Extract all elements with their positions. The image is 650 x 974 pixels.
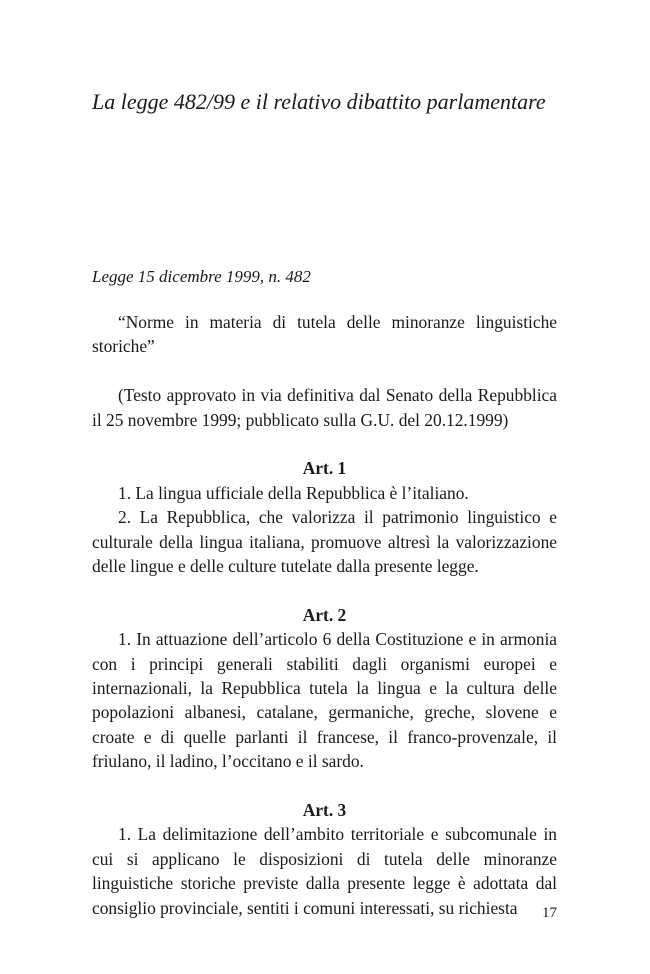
- article-3-paragraph-1: 1. La delimitazione dell’ambito territoriale e subcomunale in cui si applicano le disposizioni di tutela delle minoranze linguistiche storiche previste dalla presente legge è adottata dal consiglio provinciale, sentiti i comuni interessati, su richiesta: [92, 824, 557, 918]
- law-note: (Testo approvato in via definitiva dal Senato della Repubblica il 25 novembre 1999; pubblicato sulla G.U. del 20.12.1999): [92, 385, 557, 430]
- law-heading: Legge 15 dicembre 1999, n. 482: [92, 267, 311, 286]
- article-1-paragraph-2: 2. La Repubblica, che valorizza il patrimonio linguistico e culturale della lingua italiana, promuove altresì la valorizzazione delle lingue e delle culture tutelate dalla presente legge.: [92, 507, 557, 577]
- article-2-paragraph-1: 1. In attuazione dell’articolo 6 della Costituzione e in armonia con i principi generali stabiliti dagli organismi europei e internazionali, la Repubblica tutela la lingua e la cultura delle popolazioni albanesi, catalane, germaniche, greche, slovene e croate e di quelle parlanti il francese, il franco-provenzale, il friulano, il ladino, l’occitano e il sardo.: [92, 629, 557, 772]
- chapter-title: La legge 482/99 e il relativo dibattito parlamentare: [92, 89, 546, 114]
- article-2-title: Art. 2: [302, 604, 347, 625]
- law-title: “Norme in materia di tutela delle minoranze linguistiche storiche”: [92, 312, 557, 357]
- article-3-title: Art. 3: [302, 800, 347, 821]
- document-body: [92, 310, 557, 920]
- page-number: 17: [542, 905, 557, 921]
- article-1-paragraph-1: 1. La lingua ufficiale della Repubblica è l’italiano.: [118, 482, 469, 503]
- article-1-title: Art. 1: [302, 458, 347, 479]
